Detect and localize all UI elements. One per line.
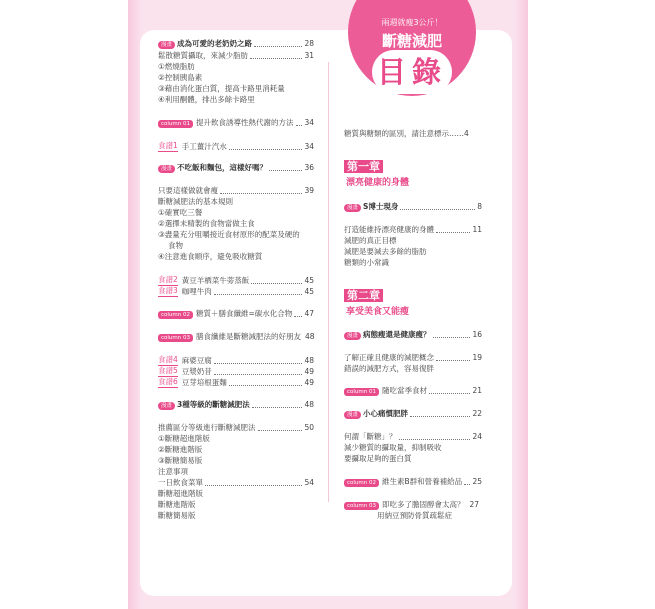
entry-title: 打造能維持漂亮健康的身體 [344, 225, 434, 234]
entry-title: 一日飲食菜單 [158, 478, 203, 487]
toc-entry[interactable]: 食譜4 麻婆豆腐 48 [158, 355, 314, 365]
toc-entry[interactable]: column 03 膳食纖維是斷糖減肥法的好朋友 48 [158, 332, 314, 342]
toc-entry[interactable]: 漫畫 小心痛慣肥胖 22 [344, 409, 482, 419]
recipe-tag: 食譜4 [158, 355, 178, 364]
toc-entry[interactable]: 漫畫 病態瘦還是健康瘦？ 16 [344, 330, 482, 340]
recipe-tag: 食譜1 [158, 141, 178, 150]
manga-tag: 漫畫 [158, 165, 175, 173]
toc-entry[interactable]: 漫畫 3種等級的斷糖減肥法 48 [158, 400, 314, 410]
entry-title: 只要這樣做就會瘦 [158, 186, 218, 195]
entry-title: 3種等級的斷糖減肥法 [177, 400, 250, 409]
recipe-tag: 食譜5 [158, 366, 178, 375]
toc-subitem: 用納豆預防骨質疏鬆症 [377, 511, 452, 520]
manga-tag: 漫畫 [158, 402, 175, 410]
book-title: 斷糖減肥 [381, 32, 442, 50]
toc-entry[interactable]: column 01 提升飲食誘導性熱代謝的方法 34 [158, 118, 314, 128]
toc-subitem: ④利用酮體，排出多餘卡路里 [158, 95, 255, 104]
toc-subitem: 注意事項 [158, 467, 188, 476]
toc-entry[interactable]: 一日飲食菜單 54 [158, 478, 314, 487]
toc-subitem: ③斷糖簡易版 [158, 456, 203, 465]
toc-entry[interactable]: column 03 即吃多了膽固醇會太高？ 27 [344, 500, 482, 510]
manga-tag: 漫畫 [344, 411, 361, 419]
toc-subitem: 糖類的小常識 [344, 258, 389, 267]
toc-subitem: ②斷糖進階版 [158, 445, 203, 454]
toc-subitem: 要攝取足夠的蛋白質 [344, 454, 412, 463]
chapter-1-heading: 第一章 [344, 158, 383, 174]
toc-entry[interactable]: 食譜2 黃豆羊栖菜牛蒡蒸飯 45 [158, 275, 314, 285]
entry-title: S博士現身 [363, 202, 399, 211]
entry-title: 即吃多了膽固醇會太高？ [382, 500, 465, 509]
toc-subitem: 斷糖簡易版 [158, 511, 196, 520]
toc-subitem: 斷糖減肥法的基本規則 [158, 197, 233, 206]
entry-title: 黃豆羊栖菜牛蒡蒸飯 [181, 276, 250, 285]
toc-subitem: ②控制胰島素 [158, 73, 203, 82]
toc-subitem: ③盡量充分咀嚼接近食材原形的配菜及硬的 [158, 230, 300, 239]
toc-entry[interactable]: 鬆散糖質攝取，來減少脂肪 31 [158, 51, 314, 60]
toc-entry[interactable]: 食譜5 豆漿奶昔 49 [158, 366, 314, 376]
entry-title: 豆漿奶昔 [181, 367, 212, 376]
chapter-1-subtitle: 漂亮健康的身體 [346, 178, 410, 188]
toc-title: 目錄 [372, 50, 452, 94]
toc-subitem: ③藉由消化蛋白質，提高卡路里消耗量 [158, 84, 285, 93]
toc-subitem: ①確實吃三餐 [158, 208, 203, 217]
column-tag: column 02 [158, 311, 193, 319]
column-tag: column 01 [158, 120, 193, 128]
entry-title: 推薦區分等級進行斷糖減肥法 [158, 423, 256, 432]
toc-subitem: ④注意進食順序，避免吸收糖質 [158, 252, 263, 261]
entry-title: 鬆散糖質攝取，來減少脂肪 [158, 51, 248, 60]
toc-entry[interactable]: 食譜6 豆芽培根蛋麵 49 [158, 377, 314, 387]
recipe-tag: 食譜3 [158, 286, 178, 295]
toc-entry[interactable]: 漫畫 成為可愛的老奶奶之路 28 [158, 39, 314, 49]
toc-entry[interactable]: 了解正確且健康的減肥概念 19 [344, 353, 482, 362]
book-subtitle: 兩週就瘦3公斤！ [381, 18, 443, 27]
column-tag: column 01 [344, 388, 379, 396]
entry-title: 糖質與糖類的區別，請注意標示 [344, 129, 449, 138]
toc-subitem: 斷糖進階版 [158, 500, 196, 509]
toc-entry[interactable]: 何謂「斷糖」？ 24 [344, 432, 482, 441]
toc-entry[interactable]: 漫畫 S博士現身 8 [344, 202, 482, 212]
column-tag: column 03 [344, 502, 379, 510]
entry-title: 手工薑汁汽水 [181, 142, 227, 151]
entry-title: 不吃飯和麵包，這樣好嗎？ [177, 163, 268, 172]
toc-subitem: 錯誤的減肥方式，容易復胖 [344, 364, 434, 373]
entry-title: 豆芽培根蛋麵 [181, 378, 227, 387]
entry-title: 小心痛慣肥胖 [363, 409, 409, 418]
toc-entry[interactable]: 食譜1 手工薑汁汽水 34 [158, 141, 314, 151]
toc-entry[interactable]: column 02 維生素B群和營養補給品 25 [344, 477, 482, 487]
chapter-2-heading: 第二章 [344, 287, 383, 303]
entry-title: 隨吃當季食材 [382, 386, 427, 395]
toc-entry[interactable]: 漫畫 不吃飯和麵包，這樣好嗎？ 36 [158, 163, 314, 173]
column-divider [328, 62, 329, 502]
manga-tag: 漫畫 [158, 41, 175, 49]
manga-tag: 漫畫 [344, 204, 361, 212]
toc-subitem: 減肥是要減去多餘的脂肪 [344, 247, 427, 256]
toc-subitem: ①斷糖超進階版 [158, 434, 210, 443]
toc-entry[interactable]: column 01 隨吃當季食材 21 [344, 386, 482, 396]
toc-subitem: ①燃燒脂肪 [158, 62, 195, 71]
entry-title: 何謂「斷糖」？ [344, 432, 397, 441]
manga-tag: 漫畫 [344, 332, 361, 340]
entry-title: 糖質＋膳食纖維=碳水化合物 [196, 309, 293, 318]
recipe-tag: 食譜2 [158, 275, 178, 284]
entry-title: 病態瘦還是健康瘦？ [363, 330, 431, 339]
toc-subitem: ②選擇未精製的食物當做主食 [158, 219, 255, 228]
chapter-2-subtitle: 享受美食又能瘦 [346, 307, 410, 317]
toc-subitem: 減肥的真正目標 [344, 236, 397, 245]
entry-title: 成為可愛的老奶奶之路 [177, 39, 253, 48]
toc-entry[interactable]: 打造能維持漂亮健康的身體 11 [344, 225, 482, 234]
toc-subitem: 斷糖超進階版 [158, 489, 203, 498]
column-tag: column 02 [344, 479, 379, 487]
toc-entry[interactable]: 只要這樣做就會瘦 39 [158, 186, 314, 195]
column-tag: column 03 [158, 334, 193, 342]
toc-entry[interactable]: 糖質與糖類的區別，請注意標示……4 [344, 129, 469, 138]
toc-entry[interactable]: 推薦區分等級進行斷糖減肥法 50 [158, 423, 314, 432]
entry-title: 維生素B群和營養補給品 [382, 477, 463, 486]
entry-title: 了解正確且健康的減肥概念 [344, 353, 434, 362]
entry-title: 咖哩牛肉 [181, 287, 212, 296]
entry-title: 提升飲食誘導性熱代謝的方法 [196, 118, 294, 127]
toc-subitem: 減少糖質的攝取量，抑制吸收 [344, 443, 442, 452]
toc-subitem: 食物 [168, 241, 183, 250]
entry-title: 麻婆豆腐 [181, 356, 212, 365]
toc-entry[interactable]: column 02 糖質＋膳食纖維=碳水化合物 47 [158, 309, 314, 319]
toc-entry[interactable]: 食譜3 咖哩牛肉 45 [158, 286, 314, 296]
recipe-tag: 食譜6 [158, 377, 178, 386]
entry-title: 膳食纖維是斷糖減肥法的好朋友 [196, 332, 301, 341]
